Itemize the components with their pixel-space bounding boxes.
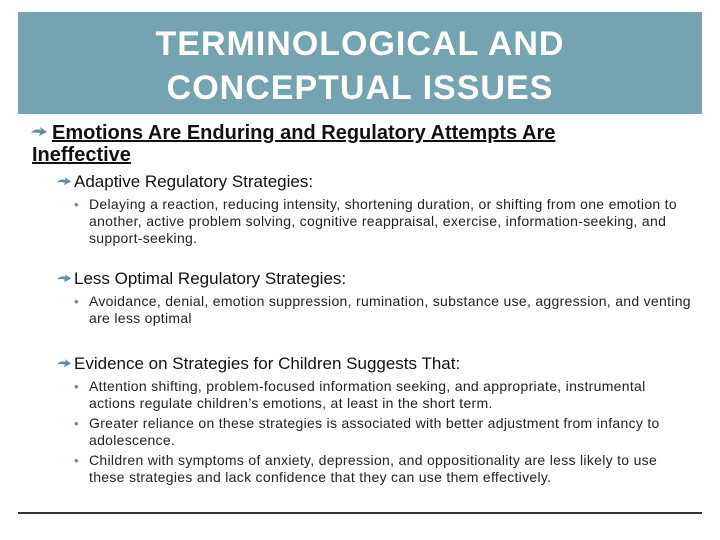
slide-title-line-1: TERMINOLOGICAL AND xyxy=(155,25,565,63)
sub-bullet xyxy=(74,293,694,327)
section-label: Less Optimal Regulatory Strategies: xyxy=(74,269,347,288)
section-heading-adaptive xyxy=(58,172,313,192)
sub-bullet xyxy=(74,452,694,486)
sub-bullet-text: Attention shifting, problem-focused information seeking, and appropriate, instrumental actions regulate children’s emotions, at least in the short term. xyxy=(89,378,646,411)
section-label: Evidence on Strategies for Children Suggests That: xyxy=(74,354,461,373)
bullet-dot-icon: • xyxy=(74,453,79,468)
bottom-divider xyxy=(18,512,702,514)
bullet-dot-icon: • xyxy=(74,416,79,431)
bullet-dot-icon: • xyxy=(74,197,79,212)
slide-title xyxy=(18,22,702,110)
section-label: Adaptive Regulatory Strategies: xyxy=(74,172,314,191)
slide-title-line-2: CONCEPTUAL ISSUES xyxy=(166,69,554,107)
sub-bullet-text: Greater reliance on these strategies is associated with better adjustment from infancy to adolescence. xyxy=(89,415,660,448)
sub-bullet-text: Children with symptoms of anxiety, depression, and oppositionality are less likely to use these strategies and lack confidence that they can use them effectively. xyxy=(89,452,658,485)
bullet-arrow-icon xyxy=(30,127,48,139)
bullet-arrow-icon xyxy=(56,274,72,285)
sub-bullet xyxy=(74,196,694,247)
section-heading-less-optimal xyxy=(58,269,346,289)
section-heading-evidence xyxy=(58,354,460,374)
main-heading-line-2: Ineffective xyxy=(32,144,131,166)
bullet-arrow-icon xyxy=(56,359,72,370)
main-heading xyxy=(34,122,694,166)
bullet-dot-icon: • xyxy=(74,294,79,309)
main-heading-line-1: Emotions Are Enduring and Regulatory Attempts Are xyxy=(52,122,556,144)
bullet-arrow-icon xyxy=(56,177,72,188)
sub-bullet xyxy=(74,415,694,449)
sub-bullet-text: Delaying a reaction, reducing intensity, shortening duration, or shifting from one emotion to another, active problem solving, cognitive reappraisal, exercise, information-seeking, and support-seeking. xyxy=(89,196,677,246)
sub-bullet xyxy=(74,378,694,412)
bullet-dot-icon: • xyxy=(74,379,79,394)
sub-bullet-text: Avoidance, denial, emotion suppression, rumination, substance use, aggression, and venting are less optimal xyxy=(89,293,691,326)
